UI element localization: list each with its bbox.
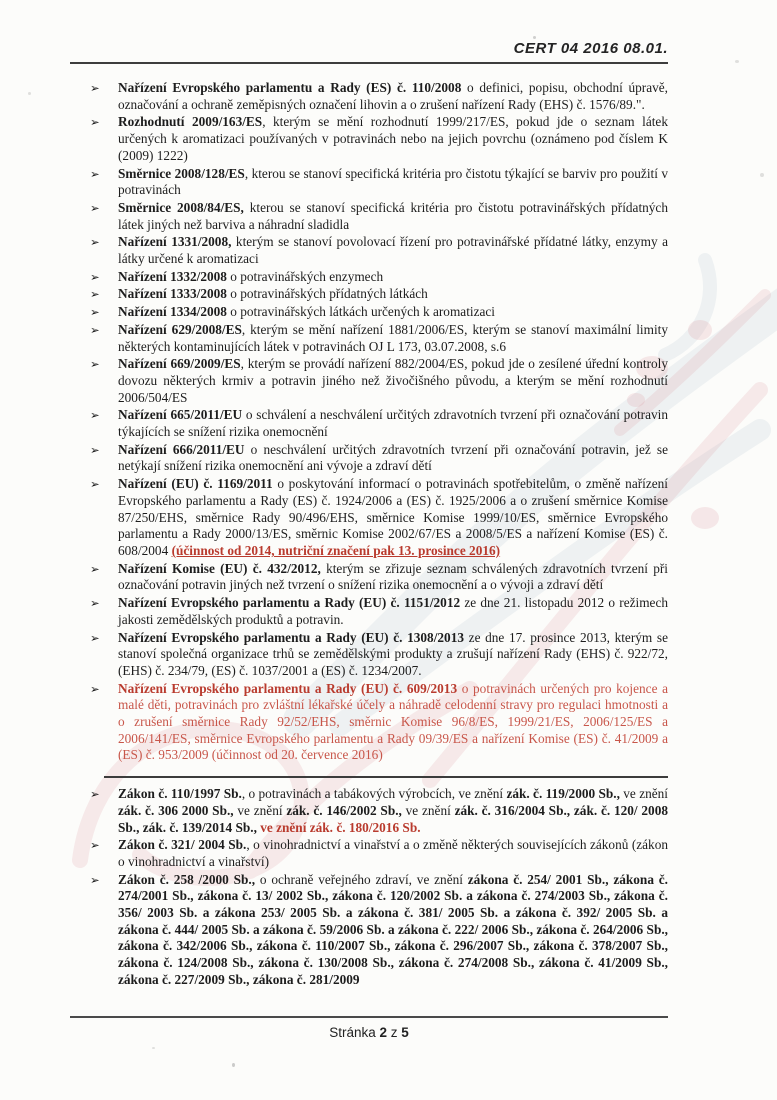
list-item-text: ze dne 21. listopadu 2012 o režimech jakosti zemědělských produktů a potravin. xyxy=(118,595,668,627)
list-item xyxy=(70,872,668,989)
footer-page-current: 2 xyxy=(379,1025,387,1040)
eu-regulations-list xyxy=(70,80,668,764)
list-item-text: o definici, popisu, obchodní úpravě, označování a ochraně zeměpisných označení lihovin a o zrušení nařízení Rady (EHS) č. 1576/89.". xyxy=(118,80,668,112)
list-item-text: ze dne 17. prosince 2013, kterým se stanoví společná organizace trhů se zemědělskými produkty a zrušují nařízení Rady (EHS) č. 922/72, (EHS) č. 234/79, (ES) č. 1037/2001 a (ES) č. 1234/2007. xyxy=(118,629,668,678)
list-item xyxy=(70,322,668,355)
bullet-arrow-icon: ➢ xyxy=(90,787,100,802)
list-item xyxy=(70,166,668,199)
list-item-text: Nařízení Evropského parlamentu a Rady (ES) č. 110/2008 xyxy=(118,80,462,95)
list-item xyxy=(70,630,668,680)
scan-speck xyxy=(533,36,536,39)
scan-speck xyxy=(735,60,739,63)
list-item xyxy=(70,595,668,628)
list-item-text: , kterým se mění nařízení 1881/2006/ES, kterým se stanoví maximální limity některých kontaminujících látek v potravinách OJ L 173, 03.07.2008, s.6 xyxy=(118,321,669,354)
list-item-text: Rozhodnutí 2009/163/ES xyxy=(118,114,263,130)
bullet-arrow-icon: ➢ xyxy=(90,287,100,302)
bullet-arrow-icon: ➢ xyxy=(90,681,100,696)
bullet-arrow-icon: ➢ xyxy=(90,166,100,181)
list-item xyxy=(70,114,668,164)
list-item xyxy=(70,442,668,475)
scan-speck xyxy=(760,173,764,177)
list-item xyxy=(70,786,668,836)
list-item-text: (účinnost od 2014, nutriční značení pak 13. prosince 2016) xyxy=(171,542,501,558)
list-item-text: , kterým se mění rozhodnutí 1999/217/ES, pokud jde o seznam látek určených k aromatizaci používaných v potravinách nebo na jejich povrchu (oznámeno pod číslem K (2009) 1222) xyxy=(118,114,668,163)
bullet-arrow-icon: ➢ xyxy=(90,357,100,372)
bullet-arrow-icon: ➢ xyxy=(90,305,100,320)
list-item-text: kterým se zřizuje seznam schválených zdravotních tvrzení při označování potravin jiných než tvrzení o snížení rizika onemocnění a o vývoji a zdraví dětí xyxy=(118,560,668,593)
list-item xyxy=(70,476,668,560)
list-item-text: o neschválení určitých zdravotních tvrzení při označování potravin, jež se netýkají snížení rizika onemocnění ani vývoje a zdraví dětí xyxy=(118,441,668,474)
list-item-text: , kterou se stanoví specifická kritéria pro čistotu týkající se barviv pro použití v potravinách xyxy=(118,165,668,198)
scan-speck xyxy=(152,1047,155,1049)
list-item-text: o potravinářských enzymech xyxy=(226,268,384,284)
list-item xyxy=(70,561,668,594)
page-footer xyxy=(70,1016,668,1040)
scan-speck xyxy=(232,1063,235,1067)
list-item xyxy=(70,407,668,440)
list-item-text: Zákon č. 258 /2000 Sb., xyxy=(118,871,256,887)
bullet-arrow-icon: ➢ xyxy=(90,200,100,215)
list-item xyxy=(70,837,668,870)
list-item-text: , o vinohradnictví a vinařství a o změně některých souvisejících zákonů (zákon o vinohradnictví a vinařství) xyxy=(118,837,668,869)
list-item-text: , o potravinách a tabákových výrobcích, ve znění xyxy=(241,786,507,802)
list-item-text: ve znění xyxy=(401,802,455,818)
footer-page-label: Stránka xyxy=(329,1025,380,1040)
list-item xyxy=(70,234,668,267)
list-item-text: Zákon č. 321/ 2004 Sb. xyxy=(118,837,247,853)
list-item-text: o potravinářských látkách určených k aromatizaci xyxy=(226,304,495,320)
footer-page-total: 5 xyxy=(401,1025,409,1040)
list-item-text: Nařízení Evropského parlamentu a Rady (EU) č. 1308/2013 xyxy=(118,629,464,645)
list-item-text: Nařízení Evropského parlamentu a Rady (EU) č. 1151/2012 xyxy=(118,595,461,611)
bullet-arrow-icon: ➢ xyxy=(90,477,100,492)
list-item-text: zák. č. 306 2000 Sb., xyxy=(118,802,234,818)
bullet-arrow-icon: ➢ xyxy=(90,408,100,423)
page-header xyxy=(70,40,668,64)
list-item-text: Nařízení (EU) č. 1169/2011 xyxy=(118,476,273,492)
footer-of-label: z xyxy=(387,1025,402,1040)
bullet-arrow-icon: ➢ xyxy=(90,630,100,645)
bullet-arrow-icon: ➢ xyxy=(90,81,100,95)
list-item-text: ve znění xyxy=(233,802,287,818)
list-item xyxy=(70,356,668,406)
list-item-text: o potravinářských přídatných látkách xyxy=(226,286,428,302)
list-item-text: Zákon č. 110/1997 Sb. xyxy=(118,786,242,802)
list-item-text: Směrnice 2008/128/ES xyxy=(118,165,245,181)
list-item-text: zákona č. 254/ 2001 Sb., zákona č. 274/2001 Sb., zákona č. 13/ 2002 Sb., zákona č. 120/2002 Sb. a zákona č. 274/2003 Sb., zákona č. 356/ 2003 Sb. a zákona 253/ 2005 Sb. a zákona č. 381/ 2005 Sb. a zákona č. 392/ 2005 Sb. a zákona č. 444/ 2005 Sb. a zákona č. 59/2006 Sb. a zákona č. 222/ 2006 Sb., zákona č. 264/2006 Sb., zákona č. 342/2006 Sb., zákona č. 110/2007 Sb., zákona č. 296/2007 Sb., zákona č. 378/2007 Sb., zákona č. 124/2008 Sb., zákona č. 130/2008 Sb., zákona č. 274/2008 Sb., zákona č. 41/2009 Sb., zákona č. 227/2009 Sb., zákona č. 281/2009 xyxy=(118,871,668,987)
list-item-text: Nařízení Komise (EU) č. 432/2012, xyxy=(118,560,321,576)
list-item-text: Nařízení 666/2011/EU xyxy=(118,441,245,457)
list-item-text: zák. č. 146/2002 Sb., xyxy=(286,802,402,818)
list-item-text: zák. č. 316/2004 Sb., zák. č. 120/ 2008 Sb., zák. č. 139/2014 Sb., xyxy=(118,802,668,835)
bullet-arrow-icon: ➢ xyxy=(90,322,100,337)
cz-laws-list xyxy=(70,786,668,988)
list-item-text: ve znění zák. č. 180/2016 Sb. xyxy=(260,819,421,835)
list-item-text: Nařízení 1331/2008, xyxy=(118,234,232,250)
list-item xyxy=(70,269,668,286)
list-item-text: kterým se stanoví povolovací řízení pro potravinářské přídatné látky, enzymy a látky určené k aromatizaci xyxy=(118,234,668,267)
list-item-text: Nařízení 1332/2008 xyxy=(118,268,227,284)
list-item xyxy=(70,200,668,233)
list-item-text: o ochraně veřejného zdraví, ve znění xyxy=(255,871,468,887)
bullet-arrow-icon: ➢ xyxy=(90,561,100,576)
list-item-text: Nařízení 1333/2008 xyxy=(118,286,227,302)
list-item-text: Nařízení 1334/2008 xyxy=(118,304,227,320)
list-item-text: o schválení a neschválení určitých zdravotních tvrzení při označování potravin týkajících se snížení rizika onemocnění xyxy=(118,407,668,440)
list-item-text: o poskytování informací o potravinách spotřebitelům, o změně nařízení Evropského parlamentu a Rady (ES) č. 1924/2006 a (ES) č. 1925/2006 a o zrušení směrnice Komise 87/250/EHS, směrnice Rady 90/496/EHS, směrnice Komise 1999/10/ES, směrnice Evropského parlamentu a Rady 2000/13/ES, směrnic Komise 2002/67/ES a 2008/5/ES a nařízení Komise (ES) č. 608/2004 xyxy=(118,476,669,558)
list-item xyxy=(70,681,668,765)
list-item-text: zák. č. 119/2000 Sb., xyxy=(506,786,620,802)
page-content xyxy=(70,40,668,990)
doc-code: CERT 04 2016 08.01. xyxy=(513,40,668,57)
bullet-arrow-icon: ➢ xyxy=(90,838,100,853)
list-item xyxy=(70,304,668,321)
list-item-text: Nařízení 669/2009/ES xyxy=(118,356,241,372)
list-item-text: Směrnice 2008/84/ES, xyxy=(118,199,244,215)
list-item xyxy=(70,286,668,303)
list-item-text: ve znění xyxy=(619,786,668,802)
list-item-text: Nařízení 629/2008/ES xyxy=(118,321,242,337)
section-divider xyxy=(104,776,668,778)
bullet-arrow-icon: ➢ xyxy=(90,235,100,250)
list-item-text: kterou se stanoví specifická kritéria pro čistotu potravinářských přídatných látek jiných než barviva a náhradní sladidla xyxy=(118,199,668,232)
list-item-text: , kterým se provádí nařízení 882/2004/ES, pokud jde o zesílené úřední kontroly dovozu některých krmiv a potravin jiného než živočišného původu, a kterým se mění rozhodnutí 2006/504/ES xyxy=(118,356,668,405)
list-item-text: Nařízení 665/2011/EU xyxy=(118,407,243,423)
bullet-arrow-icon: ➢ xyxy=(90,872,100,887)
bullet-arrow-icon: ➢ xyxy=(90,442,100,457)
list-item-text: Nařízení Evropského parlamentu a Rady (EU) č. 609/2013 xyxy=(118,680,458,696)
bullet-arrow-icon: ➢ xyxy=(90,269,100,284)
bullet-arrow-icon: ➢ xyxy=(90,115,100,130)
scan-speck xyxy=(28,92,31,95)
list-item-text: o potravinách určených pro kojence a malé děti, potravinách pro zvláštní lékařské účely a náhradě celodenní stravy pro regulaci hmotnosti a o zrušení směrnice Rady 92/52/EHS, směrnic Komise 96/8/ES, 1999/21/ES, 2006/125/ES a 2006/141/ES, směrnice Evropského parlamentu a Rady 09/39/ES a nařízení Komise (ES) č. 41/2009 a (ES) č. 953/2009 (účinnost od 20. července 2016) xyxy=(118,680,668,763)
bullet-arrow-icon: ➢ xyxy=(90,596,100,611)
list-item xyxy=(70,80,668,113)
